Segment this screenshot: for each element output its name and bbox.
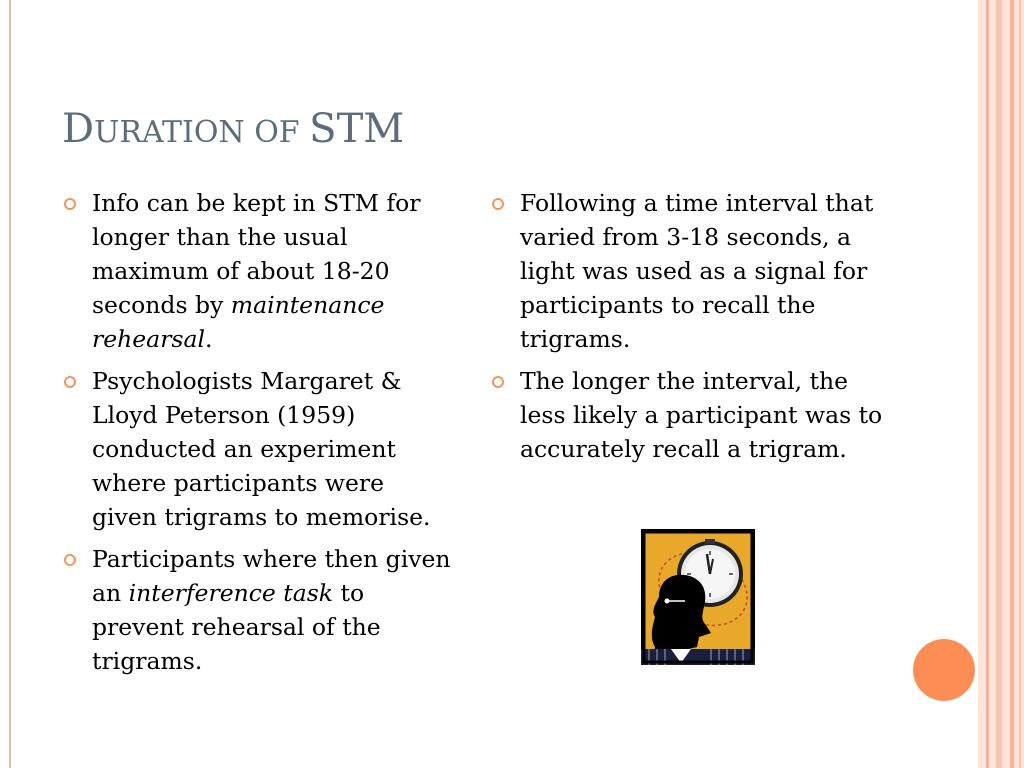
bullet-marker-icon bbox=[64, 554, 76, 566]
title-first-letter: D bbox=[62, 106, 95, 152]
bullet-text: . bbox=[205, 325, 213, 353]
title-small-caps: URATION OF bbox=[94, 115, 310, 150]
bullet-marker-icon bbox=[492, 376, 504, 388]
emphasis-text: maintenance rehearsal bbox=[92, 291, 385, 353]
left-column bbox=[62, 186, 452, 686]
right-border-stripe bbox=[996, 0, 1002, 768]
bullet-text: The longer the interval, the less likely a participant was to accurately recall a trigram. bbox=[520, 367, 883, 463]
right-border-stripe bbox=[1019, 0, 1021, 768]
slide-title bbox=[62, 106, 404, 152]
bullet-marker-icon bbox=[64, 198, 76, 210]
title-abbr: STM bbox=[309, 106, 405, 152]
bullet-text: to prevent rehearsal of the trigrams. bbox=[92, 579, 381, 675]
bullet-marker-icon bbox=[492, 198, 504, 210]
bullet-item bbox=[62, 542, 452, 678]
right-column bbox=[490, 186, 890, 474]
right-border-stripe bbox=[986, 0, 989, 768]
bullet-marker-icon bbox=[64, 376, 76, 388]
bullet-item bbox=[490, 186, 890, 356]
bullet-text: Participants where then given an bbox=[92, 545, 451, 607]
right-border-stripe bbox=[1010, 0, 1014, 768]
bullet-text: Following a time interval that varied from 3-18 seconds, a light was used as a signal for participants to recall the trigrams. bbox=[520, 189, 874, 353]
left-border-line bbox=[9, 0, 11, 768]
head-with-clock-icon bbox=[641, 529, 755, 669]
bullet-text: Psychologists Margaret & Lloyd Peterson (1959) conducted an experiment where participants were given trigrams to memorise. bbox=[92, 367, 431, 531]
emphasis-text: interference task bbox=[128, 579, 334, 607]
bullet-item bbox=[62, 364, 452, 534]
bullet-item bbox=[62, 186, 452, 356]
accent-circle bbox=[913, 639, 975, 701]
bullet-text: Info can be kept in STM for longer than the usual maximum of about 18-20 seconds by bbox=[92, 189, 421, 319]
bullet-item bbox=[490, 364, 890, 466]
